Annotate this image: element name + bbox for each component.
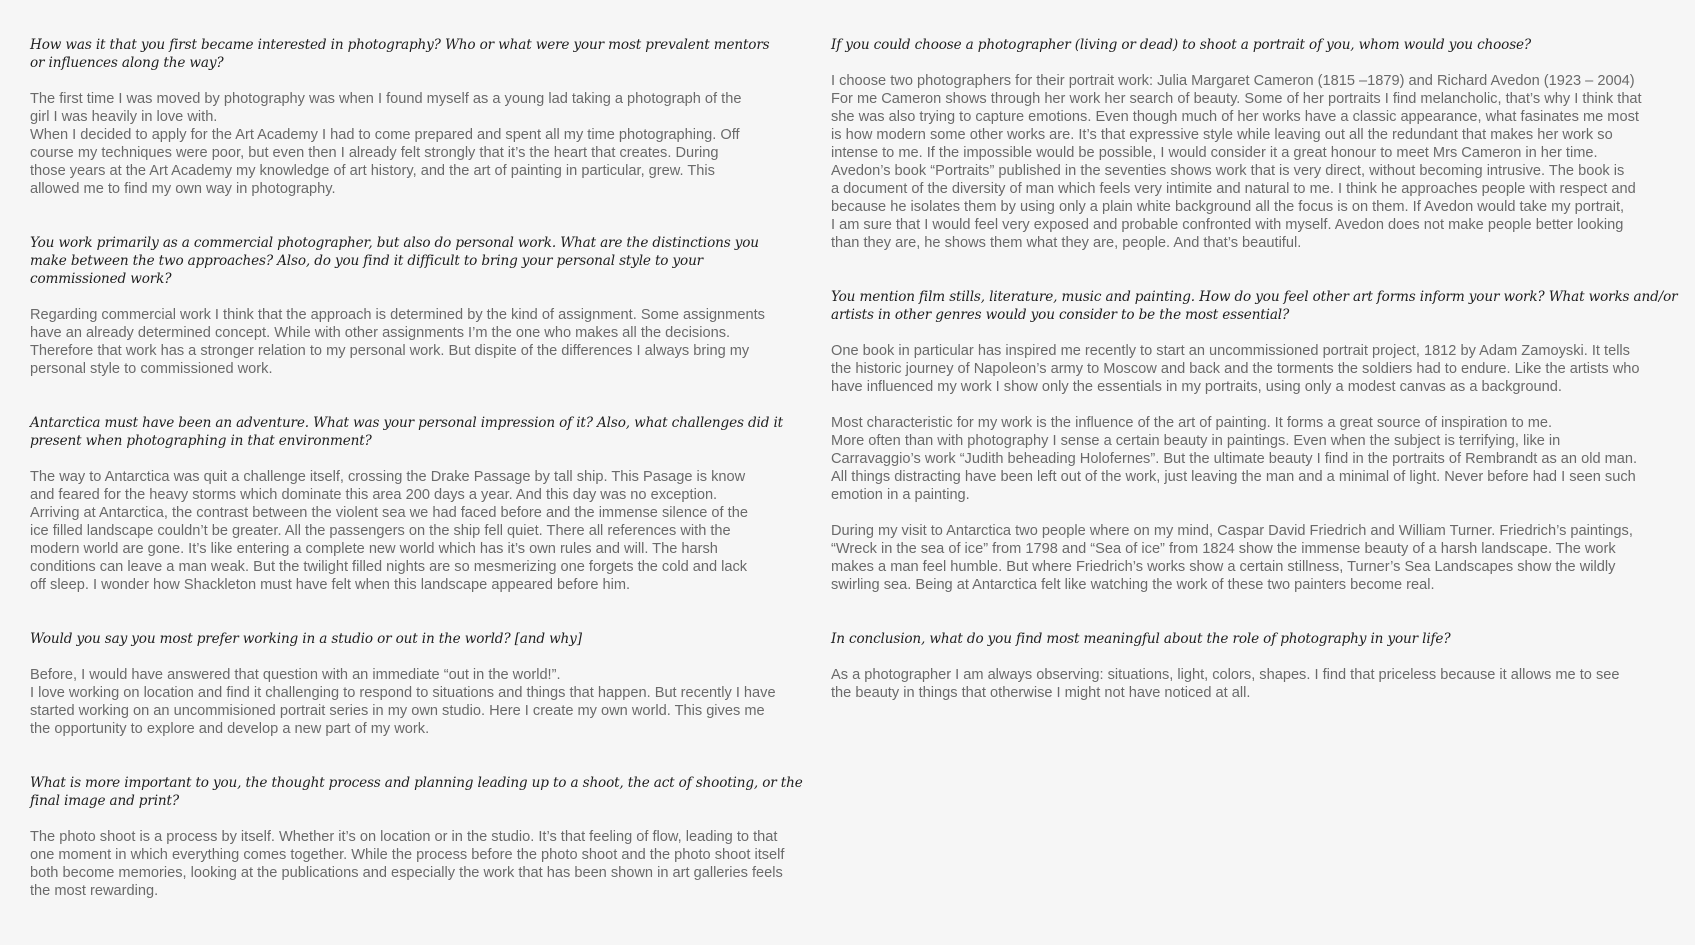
left-column: [30, 36, 810, 900]
qa-block: [30, 774, 810, 900]
qa-block: [831, 630, 1681, 702]
answer-paragraph: Before, I would have answered that question with an immediate “out in the world!”. I love working on location and find it challenging to respond to situations and things that happen. But recently I have started working on an uncommisioned portrait series in my own studio. Here I create my own world. This gives me the opportunity to explore and develop a new part of my work.: [30, 667, 776, 737]
answer-paragraph: I choose two photographers for their portrait work: Julia Margaret Cameron (1815 –1879) and Richard Avedon (1923 – 2004) For me Cameron shows through her work her search of beauty. Some of her portraits I find melancholic, that’s why I think that she was also trying to capture emotions. Even though much of her works have a classic appearance, what fasinates me most is how modern some other works are. It’s that expressive style while leaving out all the redundant that makes her work so intense to me. If the impossible would be possible, I would consider it a great honour to meet Mrs Cameron in her time. Avedon’s book “Portraits” published in the seventies shows work that is very direct, without becoming intrusive. The book is a document of the diversity of man which feels very intimite and natural to me. I think he approaches people with respect and because he isolates them by using only a plain white background all the focus is on them. If Avedon would take my portrait, I am sure that I would feel very exposed and probable confronted with myself. Avedon does not make people better looking than they are, he shows them what they are, people. And that’s beautiful.: [831, 73, 1642, 251]
question-heading: You mention film stills, literature, music and painting. How do you feel other art forms inform your work? What works and/or artists in other genres would you consider to be the most essential?: [831, 289, 1678, 323]
question-heading: Antarctica must have been an adventure. What was your personal impression of it? Also, what challenges did it present when photographing in that environment?: [30, 415, 783, 449]
qa-block: [30, 234, 810, 378]
answer-paragraph: Most characteristic for my work is the influence of the art of painting. It forms a great source of inspiration to me. More often than with photography I sense a certain beauty in paintings. Even when the subject is terrifying, like in Carravaggio’s work “Judith beheading Holofernes”. But the ultimate beauty I find in the portraits of Rembrandt as an old man. All things distracting have been left out of the work, just leaving the man and a minimal of light. Never before had I seen such emotion in a painting.: [831, 415, 1638, 503]
answer-paragraph: One book in particular has inspired me recently to start an uncommissioned portrait project, 1812 by Adam Zamoyski. It tells the historic journey of Napoleon’s army to Moscow and back and the torments the soldiers had to endure. Like the artists who have influenced my work I show only the essentials in my portraits, using only a modest canvas as a background.: [831, 343, 1640, 395]
answer-paragraph: Regarding commercial work I think that the approach is determined by the kind of assignment. Some assignments have an already determined concept. While with other assignments I’m the one who makes all the decisions. Therefore that work has a stronger relation to my personal work. But dispite of the differences I always bring my personal style to commissioned work.: [30, 307, 765, 377]
qa-block: [30, 36, 810, 198]
question-heading: If you could choose a photographer (living or dead) to shoot a portrait of you, whom would you choose?: [831, 37, 1532, 53]
answer-paragraph: The way to Antarctica was quit a challenge itself, crossing the Drake Passage by tall ship. This Pasage is know and feared for the heavy storms which dominate this area 200 days a year. And this day was no exception. Arriving at Antarctica, the contrast between the violent sea we had faced before and the immense silence of the ice filled landscape couldn’t be greater. All the passengers on the ship fell quiet. There all references with the modern world are gone. It’s like entering a complete new world which has it’s own rules and will. The harsh conditions can leave a man weak. But the twilight filled nights are so mesmerizing one forgets the cold and lack off sleep. I wonder how Shackleton must have felt when this landscape appeared before him.: [30, 469, 748, 593]
qa-block: [831, 288, 1681, 594]
answer-paragraph: During my visit to Antarctica two people where on my mind, Caspar David Friedrich and William Turner. Friedrich’s paintings, “Wreck in the sea of ice” from 1798 and “Sea of ice” from 1824 show the immense beauty of a harsh landscape. The work makes a man feel humble. But where Friedrich’s works show a certain stillness, Turner’s Sea Landscapes show the wildly swirling sea. Being at Antarctica felt like watching the work of these two painters become real.: [831, 523, 1633, 593]
question-heading: Would you say you most prefer working in a studio or out in the world? [and why]: [30, 631, 582, 647]
question-heading: How was it that you first became interested in photography? Who or what were your most prevalent mentors or influences along the way?: [30, 37, 770, 71]
right-column: [831, 36, 1681, 702]
question-heading: You work primarily as a commercial photographer, but also do personal work. What are the distinctions you make between the two approaches? Also, do you find it difficult to bring your personal style to your commissioned work?: [30, 235, 759, 287]
answer-paragraph: The photo shoot is a process by itself. Whether it’s on location or in the studio. It’s that feeling of flow, leading to that one moment in which everything comes together. While the process before the photo shoot and the photo shoot itself both become memories, looking at the publications and especially the work that has been shown in art galleries feels the most rewarding.: [30, 829, 785, 899]
question-heading: In conclusion, what do you find most meaningful about the role of photography in your life?: [831, 631, 1451, 647]
answer-paragraph: The first time I was moved by photography was when I found myself as a young lad taking a photograph of the girl I was heavily in love with. When I decided to apply for the Art Academy I had to come prepared and spent all my time photographing. Off course my techniques were poor, but even then I already felt strongly that it’s the heart that creates. During those years at the Art Academy my knowledge of art history, and the art of painting in particular, grew. This allowed me to find my own way in photography.: [30, 91, 742, 197]
answer-paragraph: As a photographer I am always observing: situations, light, colors, shapes. I find that priceless because it allows me to see the beauty in things that otherwise I might not have noticed at all.: [831, 667, 1620, 701]
qa-block: [30, 414, 810, 594]
qa-block: [831, 36, 1681, 252]
qa-block: [30, 630, 810, 738]
question-heading: What is more important to you, the thought process and planning leading up to a shoot, the act of shooting, or the final image and print?: [30, 775, 803, 809]
